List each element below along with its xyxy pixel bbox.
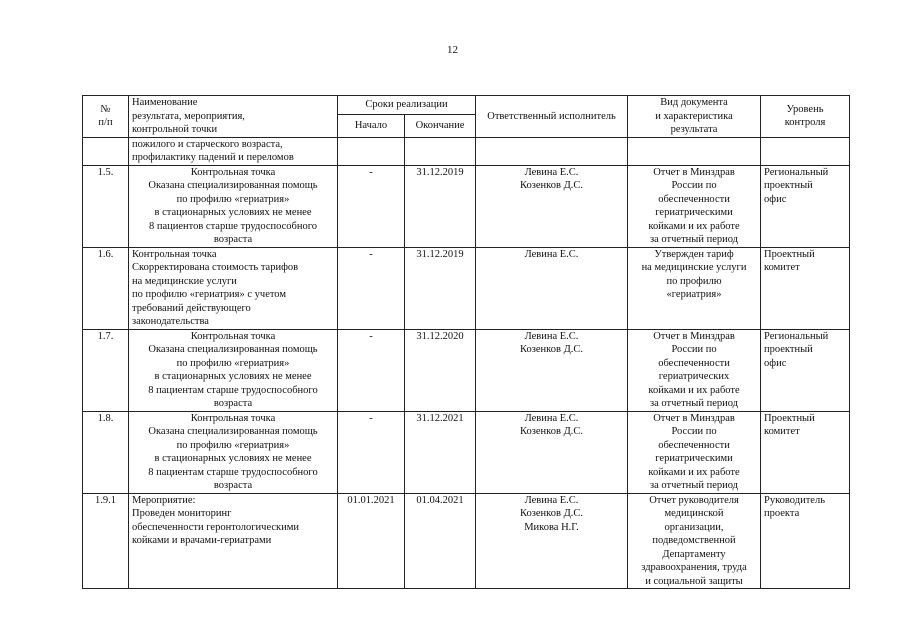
row-end	[405, 137, 476, 165]
row-doc: Отчет в Минздрав России по обеспеченности гериатрических койками и их работе за отчетный период	[628, 329, 761, 411]
table-row	[83, 329, 850, 411]
row-level: Руководитель проекта	[761, 493, 850, 589]
header-name: Наименование результата, мероприятия, контрольной точки	[129, 96, 338, 138]
header-level: Уровень контроля	[761, 96, 850, 138]
implementation-table	[82, 95, 850, 589]
row-doc: Утвержден тариф на медицинские услуги по профилю «гериатрия»	[628, 247, 761, 329]
row-level	[761, 137, 850, 165]
row-end: 31.12.2020	[405, 329, 476, 411]
header-end: Окончание	[405, 114, 476, 137]
row-num: 1.8.	[83, 411, 129, 493]
row-doc: Отчет в Минздрав России по обеспеченности гериатрическими койками и их работе за отчетный период	[628, 411, 761, 493]
table-row	[83, 493, 850, 589]
row-num: 1.5.	[83, 165, 129, 247]
row-doc	[628, 137, 761, 165]
row-responsible: Левина Е.С. Козенков Д.С.	[476, 329, 628, 411]
row-start	[338, 137, 405, 165]
header-terms: Сроки реализации	[338, 96, 476, 115]
table-row	[83, 247, 850, 329]
row-end: 01.04.2021	[405, 493, 476, 589]
table-row	[83, 137, 850, 165]
row-responsible: Левина Е.С. Козенков Д.С. Микова Н.Г.	[476, 493, 628, 589]
row-start: 01.01.2021	[338, 493, 405, 589]
row-responsible: Левина Е.С.	[476, 247, 628, 329]
table-row	[83, 165, 850, 247]
row-level: Региональный проектный офис	[761, 165, 850, 247]
row-level: Региональный проектный офис	[761, 329, 850, 411]
row-doc: Отчет в Минздрав России по обеспеченности гериатрическими койками и их работе за отчетный период	[628, 165, 761, 247]
row-start: -	[338, 329, 405, 411]
row-level: Проектный комитет	[761, 411, 850, 493]
row-name: Контрольная точка Оказана специализированная помощь по профилю «гериатрия» в стационарных условиях не менее 8 пациентов старше трудоспособного возраста	[129, 165, 338, 247]
header-num: № п/п	[83, 96, 129, 138]
row-responsible: Левина Е.С. Козенков Д.С.	[476, 411, 628, 493]
row-num: 1.7.	[83, 329, 129, 411]
table-row	[83, 411, 850, 493]
row-num	[83, 137, 129, 165]
row-name: Контрольная точка Оказана специализированная помощь по профилю «гериатрия» в стационарных условиях не менее 8 пациентам старше трудоспособного возраста	[129, 411, 338, 493]
header-responsible: Ответственный исполнитель	[476, 96, 628, 138]
row-name: Контрольная точка Скорректирована стоимость тарифов на медицинские услуги по профилю «гериатрия» с учетом требований действующего законодательства	[129, 247, 338, 329]
page-number: 12	[447, 44, 458, 56]
row-end: 31.12.2019	[405, 247, 476, 329]
row-doc: Отчет руководителя медицинской организации, подведомственной Департаменту здравоохранения, труда и социальной защиты	[628, 493, 761, 589]
row-start: -	[338, 247, 405, 329]
row-start: -	[338, 411, 405, 493]
row-end: 31.12.2019	[405, 165, 476, 247]
row-num: 1.9.1	[83, 493, 129, 589]
row-name: Мероприятие: Проведен мониторинг обеспеченности геронтологическими койками и врачами-гериатрами	[129, 493, 338, 589]
row-start: -	[338, 165, 405, 247]
row-num: 1.6.	[83, 247, 129, 329]
row-level: Проектный комитет	[761, 247, 850, 329]
row-name: пожилого и старческого возраста, профилактику падений и переломов	[129, 137, 338, 165]
row-name: Контрольная точка Оказана специализированная помощь по профилю «гериатрия» в стационарных условиях не менее 8 пациентам старше трудоспособного возраста	[129, 329, 338, 411]
row-end: 31.12.2021	[405, 411, 476, 493]
header-doc: Вид документа и характеристика результата	[628, 96, 761, 138]
header-start: Начало	[338, 114, 405, 137]
row-responsible: Левина Е.С. Козенков Д.С.	[476, 165, 628, 247]
row-responsible	[476, 137, 628, 165]
